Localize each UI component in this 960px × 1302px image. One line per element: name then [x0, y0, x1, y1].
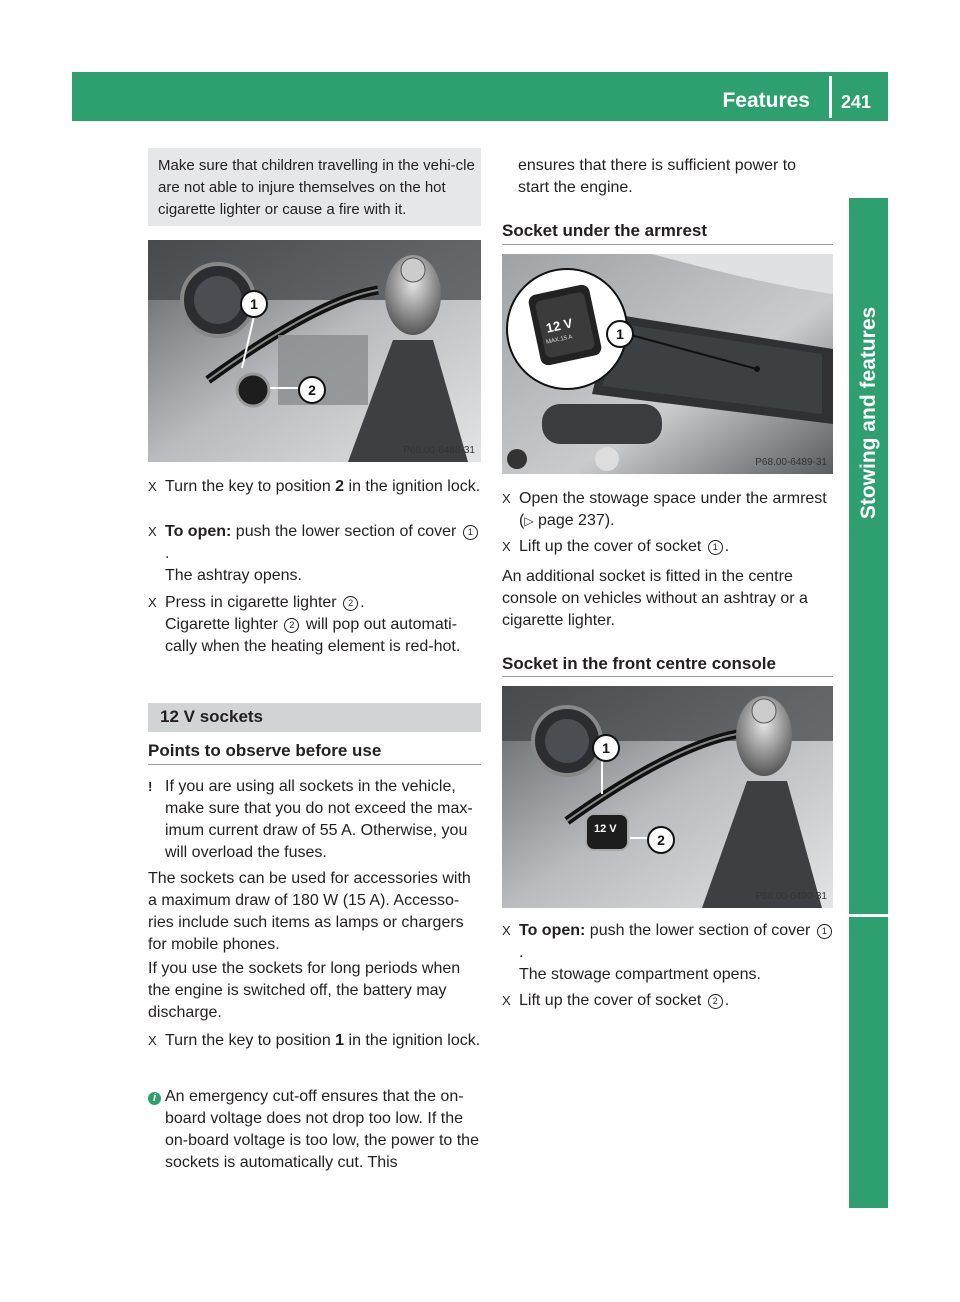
photo-code: P68.00-6489-31 — [755, 457, 827, 468]
side-tab-label: Stowing and features — [856, 306, 880, 520]
section-heading: 12 V sockets — [148, 703, 481, 732]
subheading-points: Points to observe before use — [148, 741, 382, 760]
subheading-centre-console: Socket in the front centre console — [502, 654, 776, 673]
step-marker: X — [148, 479, 157, 494]
continuation-text: ensures that there is sufficient power to start the engine. — [518, 157, 797, 196]
paragraph-additional-socket: An additional socket is fitted in the centre console on vehicles without an ashtray or a cigarette lighter. — [502, 568, 808, 629]
console-socket-photo — [502, 686, 833, 908]
socket-label: 12 V — [594, 823, 617, 835]
rule — [502, 676, 833, 677]
header-title: Features — [722, 89, 810, 112]
side-tab-marker — [849, 914, 888, 959]
socket-max-label: MAX.15 A — [545, 334, 574, 346]
photo-code: P68.00-6488-31 — [403, 445, 475, 456]
photo-code: P68.00-6490-31 — [755, 891, 827, 902]
ref-1: 1 — [463, 525, 478, 540]
subheading-armrest: Socket under the armrest — [502, 221, 708, 240]
callout-1: 1 — [592, 734, 620, 762]
ashtray-photo — [148, 240, 481, 462]
rule — [502, 244, 833, 245]
callout-2: 2 — [298, 376, 326, 404]
callout-2: 2 — [647, 826, 675, 854]
info-icon: i — [148, 1092, 161, 1105]
callout-1: 1 — [240, 290, 268, 318]
side-tab-marker-gap — [849, 914, 888, 917]
page-number: 241 — [841, 92, 872, 112]
armrest-socket-photo — [502, 254, 833, 474]
safety-note-text: Make sure that children travelling in the vehi-cle are not able to injure themselves on the hot cigarette lighter or cause a fire with it. — [158, 157, 475, 218]
warning-icon: ! — [148, 779, 153, 794]
page-ref-link[interactable]: page 237). — [538, 512, 615, 529]
paragraph-battery: If you use the sockets for long periods when the engine is switched off, the battery may discharge. — [148, 960, 461, 1021]
header-separator — [829, 76, 832, 118]
socket-label: 12 V — [544, 315, 574, 336]
page-ref-icon: ▷ — [524, 514, 534, 528]
paragraph-max-draw: The sockets can be used for accessories with a maximum draw of 180 W (15 A). Accesso-ries include such items as lamps or chargers for mobile phones. — [148, 870, 471, 953]
callout-1: 1 — [606, 320, 634, 348]
rule — [148, 764, 481, 765]
